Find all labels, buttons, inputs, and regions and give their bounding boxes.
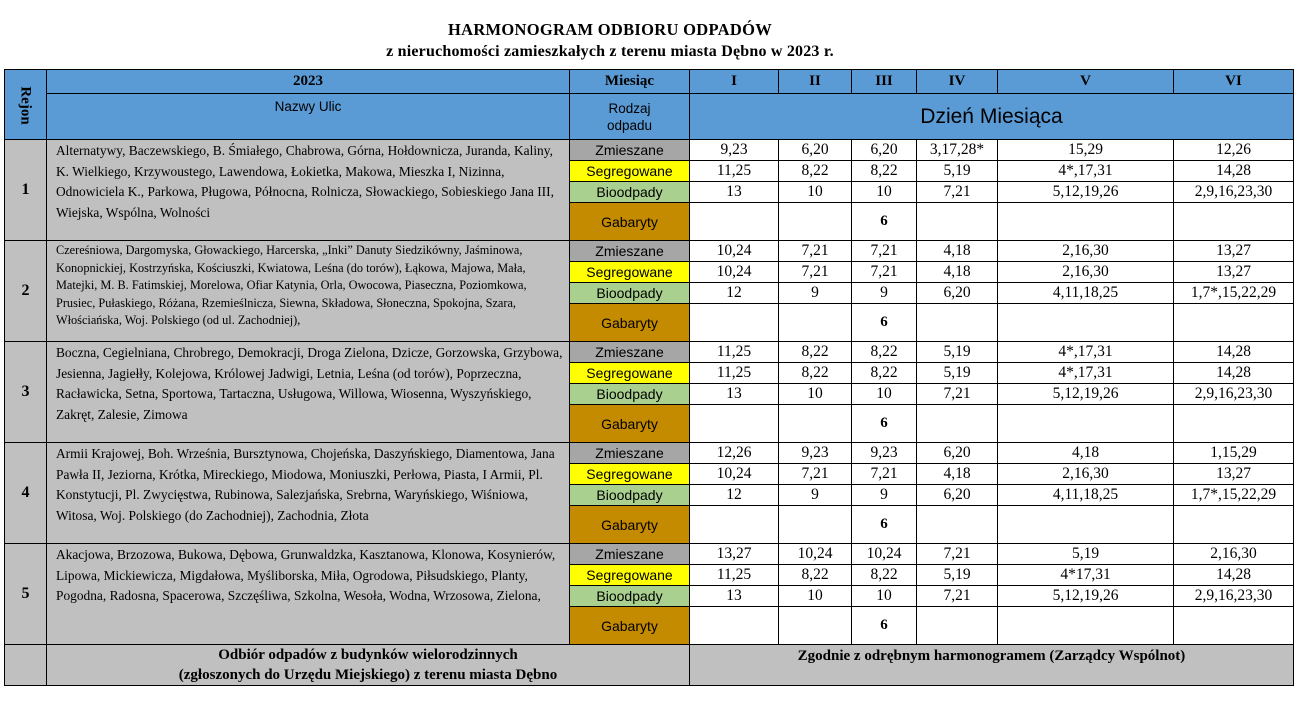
pickup-days-cell: 5,12,19,26 <box>998 182 1174 203</box>
rejon-header <box>5 70 47 140</box>
document-title: HARMONOGRAM ODBIORU ODPADÓW <box>447 20 773 39</box>
footer-left <box>47 645 690 686</box>
pickup-days-cell: 12,26 <box>1174 140 1294 161</box>
waste-type-gabaryty: Gabaryty <box>570 203 690 241</box>
footer-blank <box>5 645 47 686</box>
header-row-months <box>5 70 1294 94</box>
pickup-days-cell: 2,16,30 <box>998 262 1174 283</box>
pickup-days-cell: 8,22 <box>779 363 852 384</box>
pickup-days-cell: 9 <box>779 283 852 304</box>
pickup-days-cell: 13,27 <box>1174 262 1294 283</box>
pickup-days-cell: 13 <box>690 182 779 203</box>
pickup-days-cell: 7,21 <box>779 241 852 262</box>
waste-type-gabaryty: Gabaryty <box>570 405 690 443</box>
pickup-days-cell: 4*,17,31 <box>998 363 1174 384</box>
year-header: 2023 <box>47 70 570 94</box>
pickup-days-cell: 10,24 <box>690 241 779 262</box>
pickup-days-cell: 7,21 <box>779 262 852 283</box>
waste-type-bio: Bioodpady <box>570 485 690 506</box>
pickup-days-cell: 14,28 <box>1174 363 1294 384</box>
empty-cell <box>1174 304 1294 342</box>
document-subtitle: z nieruchomości zamieszkałych z terenu miasta Dębno w 2023 r. <box>386 43 834 60</box>
pickup-days-cell: 8,22 <box>852 161 917 182</box>
nazwy-ulic-header: Nazwy Ulic <box>47 94 570 140</box>
pickup-days-cell: 7,21 <box>917 586 998 607</box>
pickup-days-cell: 4*17,31 <box>998 565 1174 586</box>
pickup-days-cell: 11,25 <box>690 342 779 363</box>
pickup-days-cell: 8,22 <box>852 565 917 586</box>
footer-left-line2: (zgłoszonych do Urzędu Miejskiego) z terenu miasta Dębno <box>178 667 558 683</box>
pickup-days-cell: 15,29 <box>998 140 1174 161</box>
rodzaj-line2: odpadu <box>606 117 653 133</box>
region-number: 4 <box>5 443 47 544</box>
pickup-days-cell: 12,26 <box>690 443 779 464</box>
pickup-days-cell: 13 <box>690 586 779 607</box>
pickup-days-cell: 9,23 <box>779 443 852 464</box>
pickup-days-cell: 14,28 <box>1174 342 1294 363</box>
pickup-days-cell: 11,25 <box>690 161 779 182</box>
pickup-days-cell: 8,22 <box>779 565 852 586</box>
empty-cell <box>917 203 998 241</box>
waste-type-segregowane: Segregowane <box>570 464 690 485</box>
empty-cell <box>998 607 1174 645</box>
pickup-days-cell: 9,23 <box>852 443 917 464</box>
region-5-mieszane-row <box>5 544 1294 565</box>
region-number: 2 <box>5 241 47 342</box>
waste-type-mieszane: Zmieszane <box>570 544 690 565</box>
pickup-days-cell: 5,12,19,26 <box>998 586 1174 607</box>
pickup-days-cell: 4,18 <box>998 443 1174 464</box>
pickup-days-cell: 2,9,16,23,30 <box>1174 182 1294 203</box>
footer-left-line1: Odbiór odpadów z budynków wielorodzinnych <box>218 647 518 663</box>
empty-cell <box>998 405 1174 443</box>
pickup-days-cell: 11,25 <box>690 565 779 586</box>
schedule-table <box>4 69 1294 686</box>
pickup-days-cell: 14,28 <box>1174 565 1294 586</box>
empty-cell <box>998 506 1174 544</box>
region-streets: Alternatywy, Baczewskiego, B. Śmiałego, Chabrowa, Górna, Hołdownicza, Juranda, Kaliny, K. Wielkiego, Krzywoustego, Lawendowa, Łokietka, Makowa, Mieszka I, Nizinna, Odnowiciela K., Parkowa, Pługowa, Północna, Rolnicza, Słowackiego, Sobieskiego Jana III, Wiejska, Wspólna, Wolności <box>47 140 570 241</box>
pickup-days-cell: 8,22 <box>852 363 917 384</box>
pickup-days-cell: 13,27 <box>1174 464 1294 485</box>
waste-type-segregowane: Segregowane <box>570 262 690 283</box>
waste-type-bio: Bioodpady <box>570 283 690 304</box>
pickup-days-cell: 8,22 <box>779 342 852 363</box>
pickup-days-cell: 9 <box>779 485 852 506</box>
pickup-days-cell: 9,23 <box>690 140 779 161</box>
empty-cell <box>917 405 998 443</box>
empty-cell <box>690 506 779 544</box>
region-3-mieszane-row <box>5 342 1294 363</box>
empty-cell <box>1174 405 1294 443</box>
empty-cell <box>1174 506 1294 544</box>
pickup-days-cell: 2,16,30 <box>1174 544 1294 565</box>
empty-cell <box>779 203 852 241</box>
region-streets: Boczna, Cegielniana, Chrobrego, Demokracji, Droga Zielona, Dzicze, Gorzowska, Grzybowa, Jesienna, Jagiełły, Kolejowa, Królowej Jadwigi, Letnia, Leśna (od torów), Poprzeczna, Racławicka, Setna, Sportowa, Tartaczna, Usługowa, Willowa, Wiosenna, Wyszyńskiego, Zakręt, Zalesie, Zimowa <box>47 342 570 443</box>
rodzaj-line1: Rodzaj <box>608 100 651 116</box>
pickup-days-cell: 10 <box>852 182 917 203</box>
pickup-days-cell: 2,16,30 <box>998 464 1174 485</box>
pickup-days-cell: 10 <box>779 586 852 607</box>
region-4-mieszane-row <box>5 443 1294 464</box>
pickup-days-cell: 5,19 <box>917 565 998 586</box>
waste-type-gabaryty: Gabaryty <box>570 607 690 645</box>
region-2-mieszane-row <box>5 241 1294 262</box>
waste-type-bio: Bioodpady <box>570 384 690 405</box>
pickup-days-cell: 1,15,29 <box>1174 443 1294 464</box>
month-header: V <box>998 70 1174 94</box>
gabaryty-day-cell: 6 <box>852 607 917 645</box>
pickup-days-cell: 6,20 <box>779 140 852 161</box>
pickup-days-cell: 13 <box>690 384 779 405</box>
pickup-days-cell: 5,19 <box>917 342 998 363</box>
waste-type-segregowane: Segregowane <box>570 161 690 182</box>
region-streets: Akacjowa, Brzozowa, Bukowa, Dębowa, Grunwaldzka, Kasztanowa, Klonowa, Kosynierów, Lipowa, Mickiewicza, Migdałowa, Myśliborska, Miła, Ogrodowa, Piłsudskiego, Planty, Pogodna, Radosna, Spacerowa, Szczęśliwa, Szkolna, Wesoła, Wodna, Wrzosowa, Zielona, <box>47 544 570 645</box>
pickup-days-cell: 10,24 <box>690 464 779 485</box>
pickup-days-cell: 9 <box>852 283 917 304</box>
pickup-days-cell: 5,19 <box>998 544 1174 565</box>
empty-cell <box>917 506 998 544</box>
pickup-days-cell: 7,21 <box>779 464 852 485</box>
pickup-days-cell: 10 <box>779 182 852 203</box>
pickup-days-cell: 14,28 <box>1174 161 1294 182</box>
pickup-days-cell: 3,17,28* <box>917 140 998 161</box>
empty-cell <box>779 405 852 443</box>
pickup-days-cell: 7,21 <box>917 544 998 565</box>
empty-cell <box>779 506 852 544</box>
pickup-days-cell: 6,20 <box>917 485 998 506</box>
pickup-days-cell: 8,22 <box>852 342 917 363</box>
rejon-label: Rejon <box>17 85 34 125</box>
month-header: IV <box>917 70 998 94</box>
pickup-days-cell: 4,18 <box>917 464 998 485</box>
pickup-days-cell: 9 <box>852 485 917 506</box>
pickup-days-cell: 2,9,16,23,30 <box>1174 586 1294 607</box>
empty-cell <box>1174 203 1294 241</box>
waste-type-mieszane: Zmieszane <box>570 241 690 262</box>
pickup-days-cell: 10 <box>779 384 852 405</box>
pickup-days-cell: 10 <box>852 384 917 405</box>
empty-cell <box>690 203 779 241</box>
pickup-days-cell: 4,11,18,25 <box>998 485 1174 506</box>
pickup-days-cell: 2,9,16,23,30 <box>1174 384 1294 405</box>
footer-right: Zgodnie z odrębnym harmonogramem (Zarządcy Wspólnot) <box>690 645 1294 686</box>
empty-cell <box>779 304 852 342</box>
waste-type-mieszane: Zmieszane <box>570 443 690 464</box>
pickup-days-cell: 13,27 <box>690 544 779 565</box>
pickup-days-cell: 10,24 <box>690 262 779 283</box>
pickup-days-cell: 12 <box>690 283 779 304</box>
gabaryty-day-cell: 6 <box>852 506 917 544</box>
pickup-days-cell: 4,18 <box>917 262 998 283</box>
pickup-days-cell: 4*,17,31 <box>998 342 1174 363</box>
pickup-days-cell: 7,21 <box>917 182 998 203</box>
region-number: 1 <box>5 140 47 241</box>
waste-type-segregowane: Segregowane <box>570 565 690 586</box>
pickup-days-cell: 8,22 <box>779 161 852 182</box>
month-header: I <box>690 70 779 94</box>
pickup-days-cell: 12 <box>690 485 779 506</box>
pickup-days-cell: 6,20 <box>852 140 917 161</box>
pickup-days-cell: 1,7*,15,22,29 <box>1174 283 1294 304</box>
pickup-days-cell: 7,21 <box>852 241 917 262</box>
pickup-days-cell: 5,19 <box>917 161 998 182</box>
regions-body <box>5 140 1294 645</box>
empty-cell <box>1174 607 1294 645</box>
waste-type-segregowane: Segregowane <box>570 363 690 384</box>
empty-cell <box>690 607 779 645</box>
pickup-days-cell: 4,18 <box>917 241 998 262</box>
miesiac-header: Miesiąc <box>570 70 690 94</box>
empty-cell <box>998 203 1174 241</box>
pickup-days-cell: 1,7*,15,22,29 <box>1174 485 1294 506</box>
waste-type-bio: Bioodpady <box>570 182 690 203</box>
pickup-days-cell: 5,19 <box>917 363 998 384</box>
pickup-days-cell: 2,16,30 <box>998 241 1174 262</box>
month-header: III <box>852 70 917 94</box>
empty-cell <box>917 607 998 645</box>
pickup-days-cell: 7,21 <box>852 262 917 283</box>
region-number: 5 <box>5 544 47 645</box>
waste-type-mieszane: Zmieszane <box>570 342 690 363</box>
gabaryty-day-cell: 6 <box>852 203 917 241</box>
pickup-days-cell: 7,21 <box>917 384 998 405</box>
pickup-days-cell: 6,20 <box>917 283 998 304</box>
month-header: VI <box>1174 70 1294 94</box>
waste-type-mieszane: Zmieszane <box>570 140 690 161</box>
waste-type-gabaryty: Gabaryty <box>570 304 690 342</box>
rodzaj-odpadu-header <box>570 94 690 140</box>
pickup-days-cell: 5,12,19,26 <box>998 384 1174 405</box>
gabaryty-day-cell: 6 <box>852 304 917 342</box>
empty-cell <box>917 304 998 342</box>
region-streets: Armii Krajowej, Boh. Września, Bursztynowa, Chojeńska, Daszyńskiego, Diamentowa, Jana Pawła II, Jeziorna, Krótka, Mireckiego, Miodowa, Moniuszki, Perłowa, Piasta, I Armii, Pl. Konstytucji, Pl. Zwycięstwa, Rubinowa, Salezjańska, Srebrna, Waryńskiego, Wiśniowa, Witosa, Woj. Polskiego (do Zachodniej), Zachodnia, Złota <box>47 443 570 544</box>
pickup-days-cell: 10 <box>852 586 917 607</box>
footer-row <box>5 645 1294 686</box>
region-1-mieszane-row <box>5 140 1294 161</box>
region-streets: Czereśniowa, Dargomyska, Głowackiego, Harcerska, „Inki” Danuty Siedzikówny, Jaśminowa, Konopnickiej, Kostrzyńska, Kościuszki, Kwiatowa, Leśna (do torów), Łąkowa, Majowa, Mała, Matejki, M. B. Fatimskiej, Morelowa, Ofiar Katynia, Orla, Owocowa, Piaseczna, Poziomkowa, Prusiec, Pułaskiego, Różana, Rzemieślnicza, Siewna, Składowa, Słoneczna, Spokojna, Szara, Włościańska, Woj. Polskiego (od ul. Zachodniej), <box>47 241 570 342</box>
pickup-days-cell: 7,21 <box>852 464 917 485</box>
empty-cell <box>998 304 1174 342</box>
gabaryty-day-cell: 6 <box>852 405 917 443</box>
empty-cell <box>690 304 779 342</box>
pickup-days-cell: 13,27 <box>1174 241 1294 262</box>
pickup-days-cell: 6,20 <box>917 443 998 464</box>
empty-cell <box>690 405 779 443</box>
pickup-days-cell: 10,24 <box>852 544 917 565</box>
empty-cell <box>779 607 852 645</box>
pickup-days-cell: 10,24 <box>779 544 852 565</box>
dzien-miesiaca-header: Dzień Miesiąca <box>690 94 1294 140</box>
region-number: 3 <box>5 342 47 443</box>
waste-type-gabaryty: Gabaryty <box>570 506 690 544</box>
pickup-days-cell: 4*,17,31 <box>998 161 1174 182</box>
month-header: II <box>779 70 852 94</box>
waste-type-bio: Bioodpady <box>570 586 690 607</box>
pickup-days-cell: 11,25 <box>690 363 779 384</box>
pickup-days-cell: 4,11,18,25 <box>998 283 1174 304</box>
header-row-types <box>5 94 1294 140</box>
